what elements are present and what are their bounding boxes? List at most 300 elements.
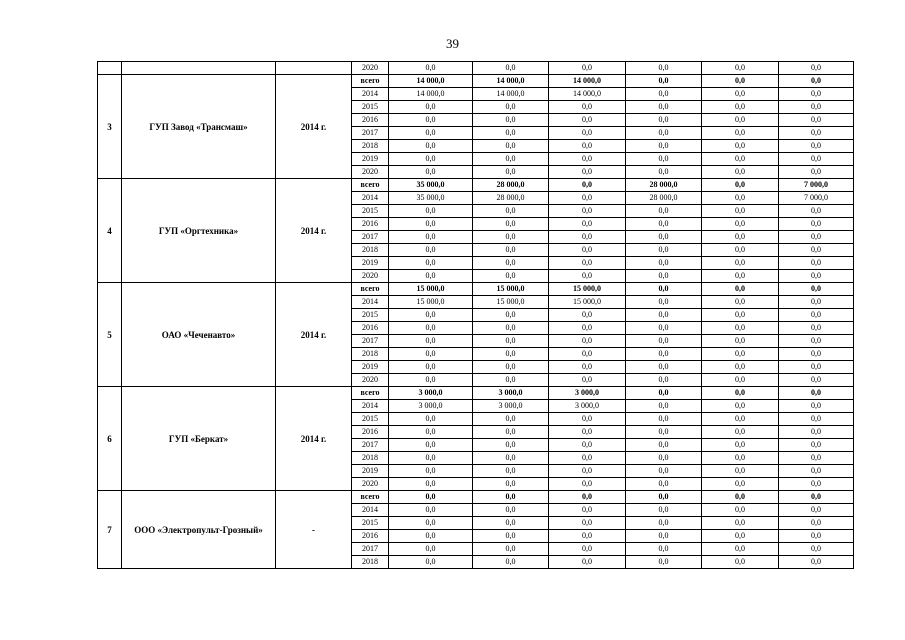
cell-year: 2014 [352, 504, 389, 517]
period-cell: 2014 г. [276, 179, 352, 283]
cell-value: 0,0 [779, 530, 854, 543]
cell-value: 0,0 [549, 543, 626, 556]
cell-value: 0,0 [779, 244, 854, 257]
cell-value: 0,0 [779, 517, 854, 530]
cell-value: 15 000,0 [389, 296, 473, 309]
cell-value: 0,0 [626, 452, 702, 465]
cell-value: 0,0 [473, 335, 549, 348]
cell-value: 28 000,0 [626, 179, 702, 192]
cell-value: 0,0 [779, 153, 854, 166]
cell-value: 0,0 [473, 439, 549, 452]
cell-value: 0,0 [549, 348, 626, 361]
cell-value: 0,0 [779, 439, 854, 452]
cell-value: 0,0 [473, 348, 549, 361]
cell-value: 0,0 [389, 244, 473, 257]
cell-value: 28 000,0 [473, 192, 549, 205]
cell-value: 0,0 [702, 270, 779, 283]
table-row-total [98, 283, 854, 296]
cell-year: 2016 [352, 426, 389, 439]
cell-value: 0,0 [626, 400, 702, 413]
cell-value: 0,0 [702, 504, 779, 517]
cell-value: 0,0 [702, 335, 779, 348]
cell-value: 0,0 [389, 309, 473, 322]
cell-value: 0,0 [389, 270, 473, 283]
cell-value: 0,0 [473, 101, 549, 114]
cell-value: 0,0 [779, 127, 854, 140]
cell-value: 0,0 [473, 218, 549, 231]
cell-value: 0,0 [702, 231, 779, 244]
cell-value: 0,0 [702, 309, 779, 322]
cell-value: 0,0 [779, 400, 854, 413]
cell-year: 2020 [352, 166, 389, 179]
cell-value: 0,0 [473, 322, 549, 335]
cell-value: 0,0 [702, 114, 779, 127]
cell-value: 0,0 [549, 231, 626, 244]
cell-value: 0,0 [702, 517, 779, 530]
organization-name-cell: ГУП «Оргтехника» [122, 179, 276, 283]
cell-year: 2018 [352, 556, 389, 569]
cell-value: 14 000,0 [389, 88, 473, 101]
cell-value: 0,0 [779, 231, 854, 244]
table-row-total [98, 179, 854, 192]
cell-value: 0,0 [389, 439, 473, 452]
cell-value: 0,0 [549, 153, 626, 166]
cell-year: 2015 [352, 205, 389, 218]
cell-value: 0,0 [702, 400, 779, 413]
cell-value: 0,0 [549, 517, 626, 530]
cell-value: 28 000,0 [473, 179, 549, 192]
cell-value: 0,0 [779, 387, 854, 400]
cell-year: 2017 [352, 335, 389, 348]
cell-value: 0,0 [389, 335, 473, 348]
cell-year: 2015 [352, 309, 389, 322]
funding-table [97, 61, 854, 569]
cell-value: 0,0 [389, 426, 473, 439]
cell-value: 0,0 [473, 517, 549, 530]
cell-value: 0,0 [626, 218, 702, 231]
cell-value: 0,0 [779, 270, 854, 283]
cell-value: 0,0 [389, 257, 473, 270]
row-number-cell: 5 [98, 283, 122, 387]
cell-value: 0,0 [779, 62, 854, 75]
cell-value: 0,0 [389, 478, 473, 491]
cell-value: 0,0 [473, 205, 549, 218]
cell-value: 0,0 [779, 101, 854, 114]
cell-year: 2014 [352, 400, 389, 413]
cell-value: 0,0 [549, 218, 626, 231]
cell-value: 14 000,0 [549, 75, 626, 88]
cell-value: 0,0 [389, 361, 473, 374]
cell-value: 0,0 [549, 556, 626, 569]
period-cell: 2014 г. [276, 283, 352, 387]
cell-value: 0,0 [473, 452, 549, 465]
cell-year: 2016 [352, 530, 389, 543]
cell-value: 0,0 [626, 504, 702, 517]
cell-value: 0,0 [702, 179, 779, 192]
cell-year: 2019 [352, 465, 389, 478]
cell-value: 0,0 [702, 75, 779, 88]
cell-value: 0,0 [702, 439, 779, 452]
cell-year: всего [352, 179, 389, 192]
cell-year: 2017 [352, 231, 389, 244]
cell-year: 2015 [352, 413, 389, 426]
cell-value: 0,0 [549, 504, 626, 517]
cell-value: 0,0 [779, 75, 854, 88]
cell-year: 2017 [352, 439, 389, 452]
cell-value: 0,0 [626, 205, 702, 218]
cell-value: 0,0 [626, 270, 702, 283]
cell-value: 0,0 [389, 166, 473, 179]
cell-value: 0,0 [626, 75, 702, 88]
cell-value: 3 000,0 [549, 387, 626, 400]
cell-value: 0,0 [549, 452, 626, 465]
cell-value: 0,0 [702, 322, 779, 335]
row-number-cell: 6 [98, 387, 122, 491]
cell-value: 15 000,0 [473, 283, 549, 296]
cell-value: 0,0 [389, 322, 473, 335]
cell-value: 0,0 [702, 387, 779, 400]
cell-value: 0,0 [389, 530, 473, 543]
cell-value: 0,0 [389, 543, 473, 556]
cell-value: 0,0 [389, 218, 473, 231]
cell-value: 0,0 [389, 504, 473, 517]
cell-year: 2016 [352, 114, 389, 127]
cell-year: 2016 [352, 322, 389, 335]
cell-value: 0,0 [549, 244, 626, 257]
cell-year: 2016 [352, 218, 389, 231]
cell-value: 0,0 [626, 348, 702, 361]
cell-value: 0,0 [473, 361, 549, 374]
cell-value: 0,0 [626, 231, 702, 244]
cell-value: 0,0 [779, 257, 854, 270]
cell-value: 7 000,0 [779, 179, 854, 192]
cell-value: 0,0 [626, 114, 702, 127]
cell-value: 0,0 [779, 556, 854, 569]
cell-value: 3 000,0 [549, 400, 626, 413]
cell-value: 0,0 [779, 426, 854, 439]
cell-value: 0,0 [626, 309, 702, 322]
cell-value: 0,0 [549, 205, 626, 218]
period-cell: 2014 г. [276, 387, 352, 491]
cell-value: 0,0 [389, 374, 473, 387]
cell-value: 0,0 [473, 413, 549, 426]
cell-value: 0,0 [702, 283, 779, 296]
cell-value: 0,0 [626, 335, 702, 348]
cell-value: 0,0 [702, 205, 779, 218]
cell-value: 14 000,0 [473, 88, 549, 101]
cell-value: 0,0 [702, 244, 779, 257]
cell-year: 2014 [352, 296, 389, 309]
cell-year: 2017 [352, 543, 389, 556]
cell-value: 0,0 [389, 101, 473, 114]
cell-value: 0,0 [702, 88, 779, 101]
cell-value: 0,0 [626, 530, 702, 543]
cell-value: 0,0 [779, 283, 854, 296]
cell-value: 0,0 [549, 166, 626, 179]
period-cell: - [276, 491, 352, 569]
cell-value: 14 000,0 [389, 75, 473, 88]
cell-year: всего [352, 283, 389, 296]
cell-year: 2019 [352, 257, 389, 270]
cell-value: 0,0 [549, 62, 626, 75]
organization-name-cell: ООО «Электропульт-Грозный» [122, 491, 276, 569]
cell-value: 0,0 [473, 62, 549, 75]
cell-value: 0,0 [389, 205, 473, 218]
cell-value: 0,0 [626, 322, 702, 335]
cell-value: 0,0 [473, 257, 549, 270]
cell-value: 0,0 [389, 140, 473, 153]
cell-value: 0,0 [473, 556, 549, 569]
cell-value: 0,0 [389, 465, 473, 478]
cell-value: 0,0 [389, 452, 473, 465]
cell-value: 0,0 [779, 348, 854, 361]
cell-value: 0,0 [549, 478, 626, 491]
cell-value: 0,0 [473, 140, 549, 153]
cell-value: 0,0 [549, 322, 626, 335]
cell-value: 0,0 [389, 153, 473, 166]
cell-value: 14 000,0 [549, 88, 626, 101]
cell-value: 0,0 [779, 218, 854, 231]
cell-value: 3 000,0 [473, 400, 549, 413]
cell-value: 0,0 [779, 413, 854, 426]
cell-value: 0,0 [702, 257, 779, 270]
cell-value: 0,0 [626, 491, 702, 504]
cell-year: всего [352, 75, 389, 88]
cell-year: 2018 [352, 140, 389, 153]
cell-value: 0,0 [779, 335, 854, 348]
cell-year: 2020 [352, 62, 389, 75]
cell-year: 2014 [352, 192, 389, 205]
cell-value: 0,0 [389, 62, 473, 75]
row-number-cell: 7 [98, 491, 122, 569]
cell-value: 0,0 [549, 335, 626, 348]
cell-value: 15 000,0 [389, 283, 473, 296]
cell-value: 0,0 [549, 140, 626, 153]
cell-value: 0,0 [473, 244, 549, 257]
cell-value: 0,0 [626, 361, 702, 374]
cell-value: 0,0 [702, 153, 779, 166]
cell-value: 0,0 [779, 166, 854, 179]
cell-blank [122, 62, 276, 75]
cell-value: 0,0 [626, 387, 702, 400]
cell-value: 0,0 [549, 465, 626, 478]
cell-value: 0,0 [549, 491, 626, 504]
cell-value: 0,0 [779, 361, 854, 374]
cell-value: 35 000,0 [389, 192, 473, 205]
row-number-cell: 3 [98, 75, 122, 179]
cell-value: 0,0 [549, 309, 626, 322]
cell-value: 0,0 [702, 465, 779, 478]
cell-value: 0,0 [779, 478, 854, 491]
cell-value: 0,0 [626, 478, 702, 491]
cell-value: 0,0 [389, 348, 473, 361]
cell-value: 0,0 [389, 491, 473, 504]
cell-year: всего [352, 491, 389, 504]
cell-value: 0,0 [779, 296, 854, 309]
cell-value: 0,0 [779, 205, 854, 218]
cell-value: 0,0 [549, 114, 626, 127]
cell-value: 0,0 [702, 218, 779, 231]
cell-value: 0,0 [549, 413, 626, 426]
cell-value: 0,0 [779, 452, 854, 465]
cell-year: 2018 [352, 348, 389, 361]
cell-value: 0,0 [626, 517, 702, 530]
cell-value: 0,0 [702, 491, 779, 504]
cell-value: 0,0 [702, 140, 779, 153]
cell-value: 0,0 [473, 426, 549, 439]
cell-value: 0,0 [702, 413, 779, 426]
cell-value: 0,0 [626, 153, 702, 166]
cell-value: 0,0 [549, 439, 626, 452]
cell-value: 0,0 [626, 543, 702, 556]
cell-value: 0,0 [779, 309, 854, 322]
table-row-continuation [98, 62, 854, 75]
cell-value: 0,0 [779, 543, 854, 556]
cell-value: 0,0 [702, 374, 779, 387]
cell-year: 2020 [352, 478, 389, 491]
cell-year: 2019 [352, 361, 389, 374]
cell-value: 0,0 [549, 179, 626, 192]
cell-value: 0,0 [389, 413, 473, 426]
cell-value: 15 000,0 [473, 296, 549, 309]
cell-value: 0,0 [473, 153, 549, 166]
cell-value: 0,0 [626, 556, 702, 569]
organization-name-cell: ГУП «Беркат» [122, 387, 276, 491]
cell-value: 3 000,0 [389, 387, 473, 400]
cell-year: 2018 [352, 452, 389, 465]
cell-value: 0,0 [626, 166, 702, 179]
cell-value: 0,0 [626, 413, 702, 426]
cell-value: 0,0 [702, 556, 779, 569]
cell-value: 0,0 [779, 140, 854, 153]
cell-value: 0,0 [473, 127, 549, 140]
cell-value: 0,0 [389, 114, 473, 127]
cell-value: 0,0 [626, 140, 702, 153]
cell-value: 0,0 [549, 192, 626, 205]
cell-value: 0,0 [549, 361, 626, 374]
organization-name-cell: ОАО «Чеченавто» [122, 283, 276, 387]
cell-value: 0,0 [549, 530, 626, 543]
cell-value: 7 000,0 [779, 192, 854, 205]
cell-value: 0,0 [702, 452, 779, 465]
cell-value: 15 000,0 [549, 283, 626, 296]
cell-value: 0,0 [626, 101, 702, 114]
table-row-total [98, 491, 854, 504]
cell-value: 0,0 [626, 62, 702, 75]
cell-value: 0,0 [779, 114, 854, 127]
cell-value: 0,0 [389, 556, 473, 569]
cell-value: 0,0 [779, 465, 854, 478]
cell-value: 0,0 [626, 244, 702, 257]
cell-value: 0,0 [702, 478, 779, 491]
cell-blank [98, 62, 122, 75]
cell-value: 0,0 [702, 296, 779, 309]
cell-value: 0,0 [626, 283, 702, 296]
cell-year: 2015 [352, 517, 389, 530]
cell-year: 2017 [352, 127, 389, 140]
cell-value: 0,0 [702, 101, 779, 114]
cell-value: 0,0 [549, 374, 626, 387]
cell-value: 0,0 [779, 504, 854, 517]
cell-value: 0,0 [473, 114, 549, 127]
cell-year: всего [352, 387, 389, 400]
cell-value: 0,0 [702, 361, 779, 374]
cell-value: 0,0 [473, 504, 549, 517]
cell-value: 0,0 [549, 257, 626, 270]
page-number: 39 [446, 36, 459, 51]
cell-value: 0,0 [626, 465, 702, 478]
cell-value: 0,0 [626, 88, 702, 101]
cell-year: 2020 [352, 374, 389, 387]
table-row-total [98, 75, 854, 88]
cell-value: 0,0 [389, 231, 473, 244]
cell-value: 0,0 [626, 257, 702, 270]
cell-value: 0,0 [389, 127, 473, 140]
cell-value: 0,0 [473, 478, 549, 491]
cell-value: 0,0 [702, 192, 779, 205]
cell-value: 0,0 [779, 322, 854, 335]
cell-year: 2019 [352, 153, 389, 166]
cell-value: 0,0 [702, 348, 779, 361]
cell-value: 0,0 [473, 231, 549, 244]
cell-value: 0,0 [473, 374, 549, 387]
cell-year: 2014 [352, 88, 389, 101]
cell-value: 0,0 [549, 426, 626, 439]
cell-value: 0,0 [549, 101, 626, 114]
cell-blank [276, 62, 352, 75]
organization-name-cell: ГУП Завод «Трансмаш» [122, 75, 276, 179]
cell-value: 0,0 [702, 127, 779, 140]
cell-value: 15 000,0 [549, 296, 626, 309]
cell-value: 3 000,0 [389, 400, 473, 413]
cell-value: 14 000,0 [473, 75, 549, 88]
cell-value: 0,0 [549, 270, 626, 283]
cell-value: 0,0 [702, 543, 779, 556]
cell-value: 0,0 [702, 62, 779, 75]
cell-value: 0,0 [626, 127, 702, 140]
cell-value: 0,0 [779, 491, 854, 504]
cell-value: 0,0 [626, 439, 702, 452]
cell-value: 3 000,0 [473, 387, 549, 400]
cell-value: 0,0 [389, 517, 473, 530]
cell-value: 0,0 [626, 426, 702, 439]
cell-value: 0,0 [702, 530, 779, 543]
cell-value: 0,0 [779, 88, 854, 101]
cell-value: 0,0 [473, 491, 549, 504]
cell-value: 0,0 [473, 543, 549, 556]
cell-value: 0,0 [626, 374, 702, 387]
cell-value: 0,0 [549, 127, 626, 140]
cell-year: 2018 [352, 244, 389, 257]
table-body [98, 62, 854, 569]
cell-value: 28 000,0 [626, 192, 702, 205]
cell-value: 0,0 [473, 166, 549, 179]
cell-value: 0,0 [473, 465, 549, 478]
row-number-cell: 4 [98, 179, 122, 283]
cell-year: 2015 [352, 101, 389, 114]
cell-value: 0,0 [702, 166, 779, 179]
cell-value: 0,0 [702, 426, 779, 439]
cell-value: 0,0 [473, 270, 549, 283]
cell-value: 0,0 [473, 309, 549, 322]
cell-value: 0,0 [626, 296, 702, 309]
cell-value: 0,0 [779, 374, 854, 387]
cell-year: 2020 [352, 270, 389, 283]
table-row-total [98, 387, 854, 400]
period-cell: 2014 г. [276, 75, 352, 179]
cell-value: 35 000,0 [389, 179, 473, 192]
cell-value: 0,0 [473, 530, 549, 543]
